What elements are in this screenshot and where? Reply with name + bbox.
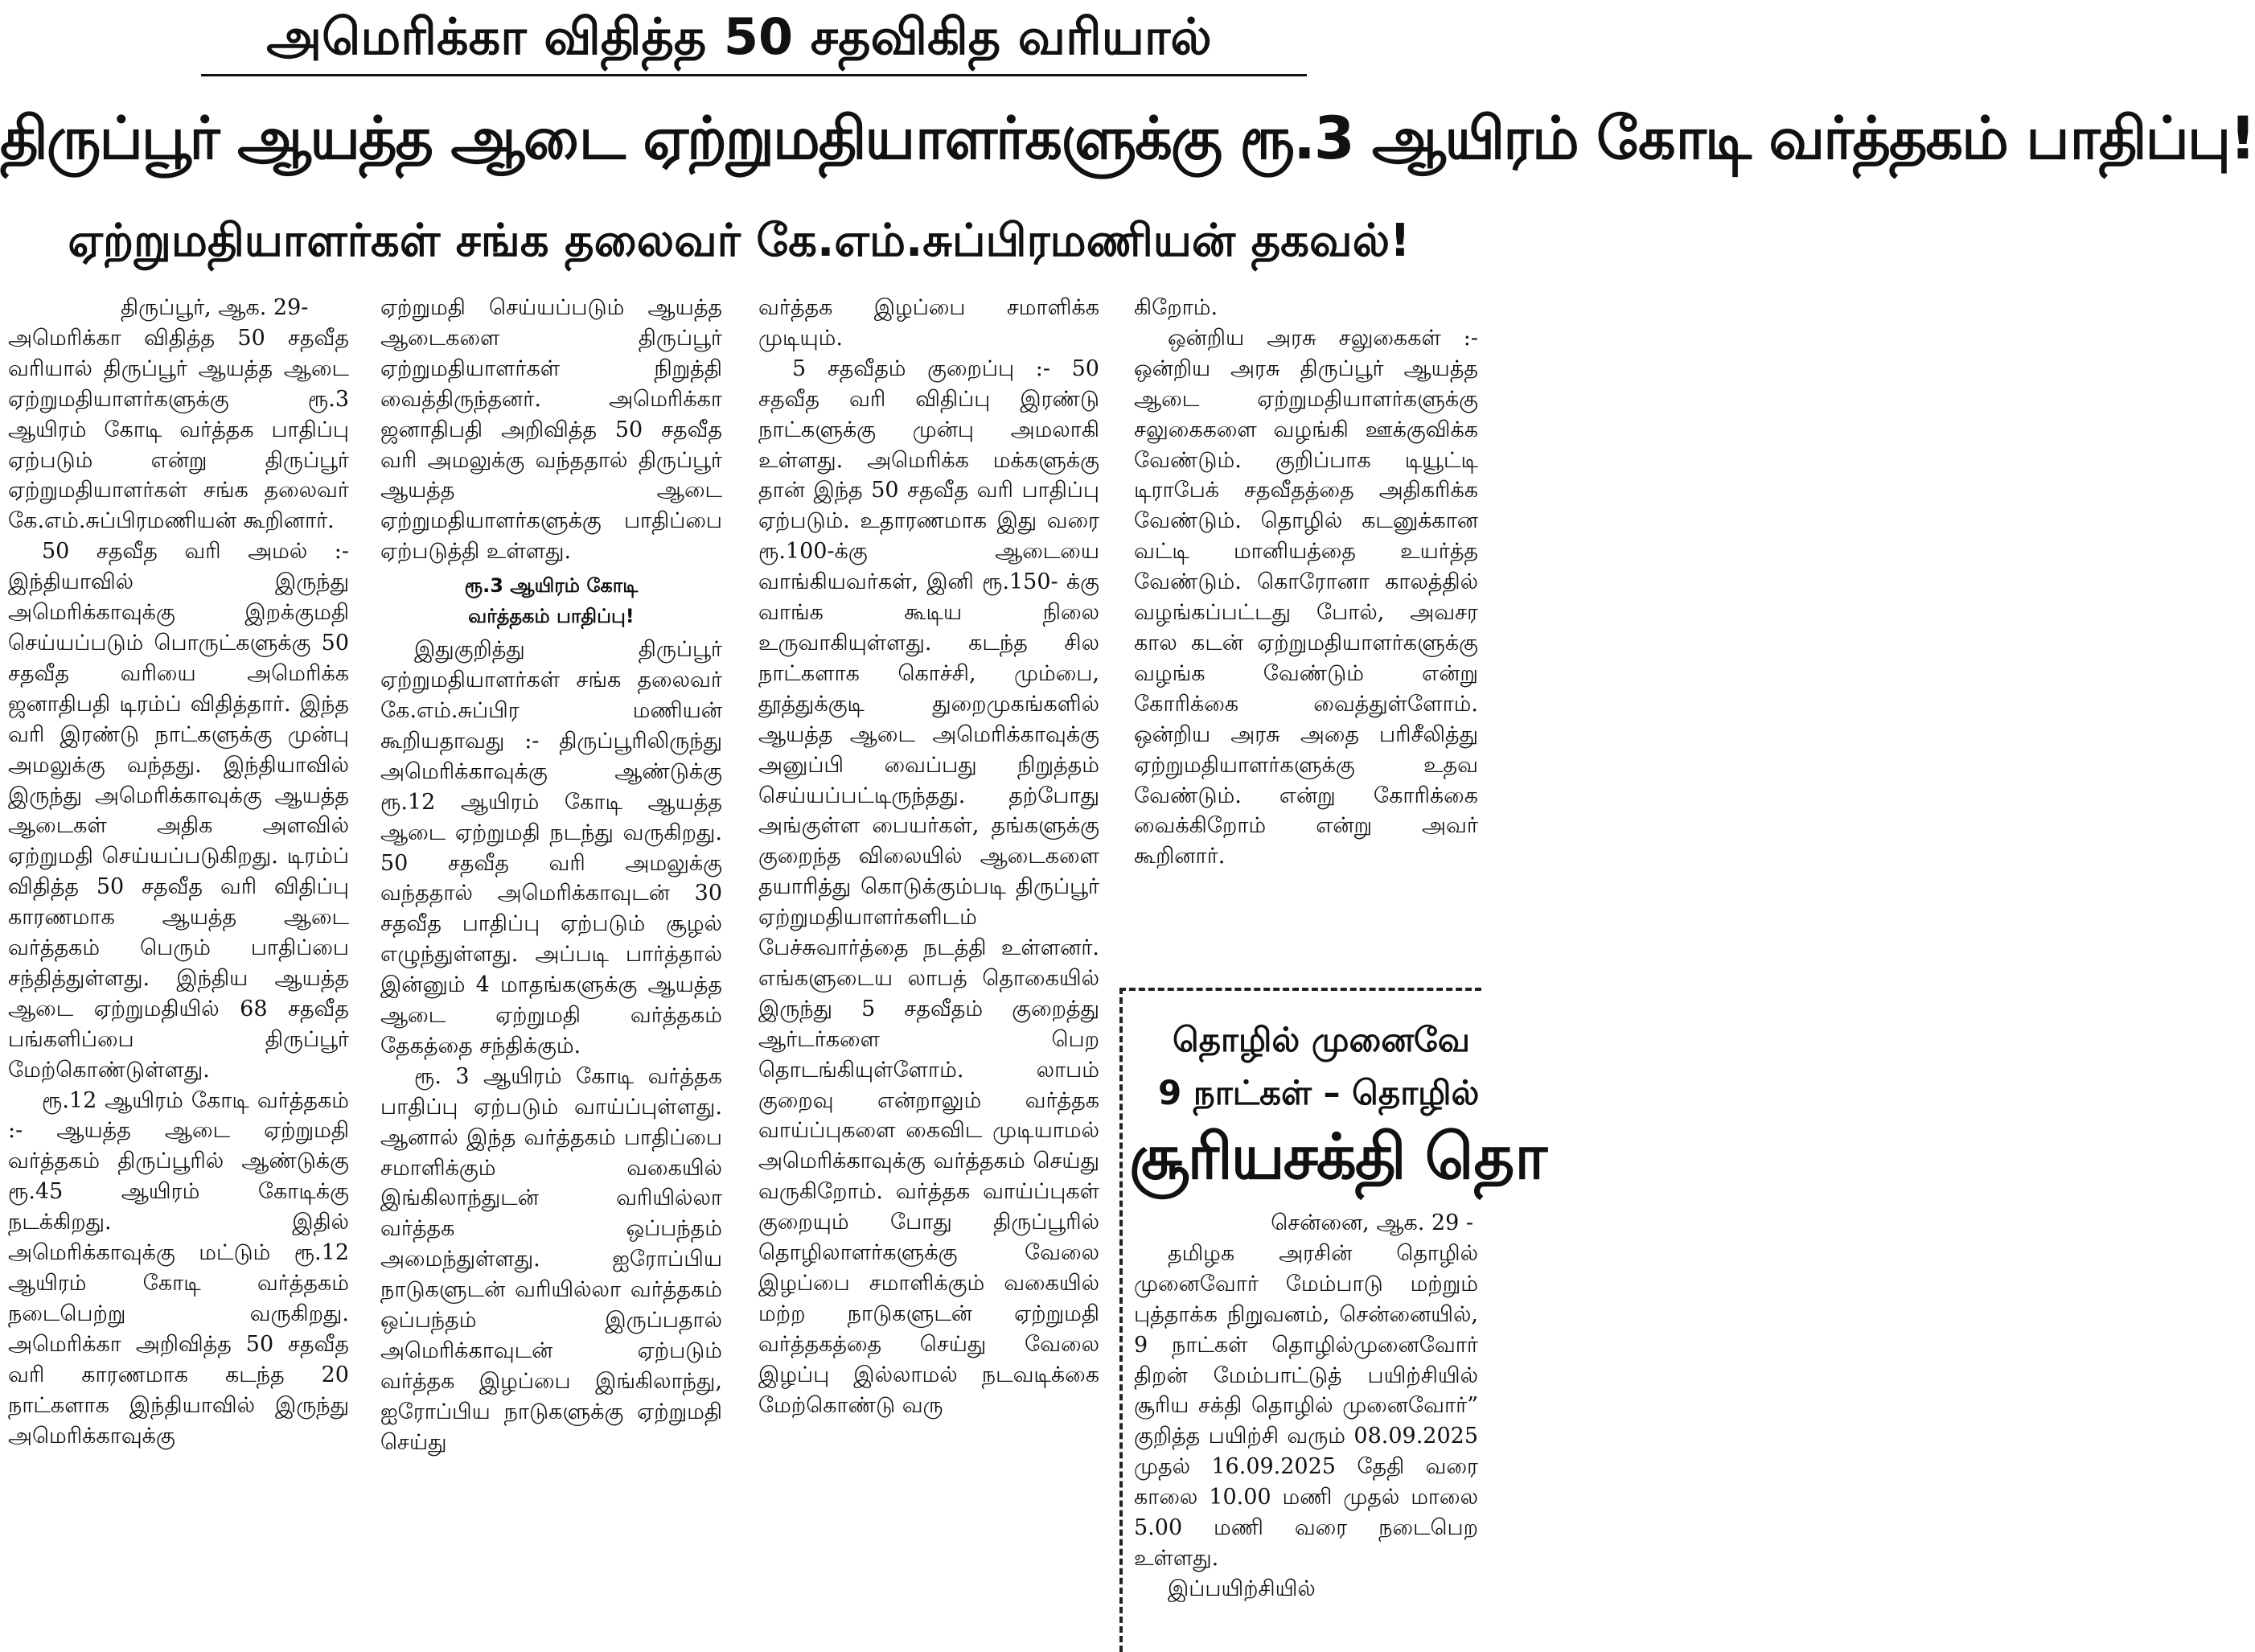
kicker-headline: அமெரிக்கா விதித்த 50 சதவிகித வரியால் bbox=[266, 7, 1212, 66]
article-paragraph: தமிழக அரசின் தொழில் முனைவோர் மேம்பாடு மற்றும் புத்தாக்க நிறுவனம், சென்னையில், 9 நாட்கள் தொழில்முனைவோர் திறன் மேம்பாட்டுத் பயிற்சியில் சூரிய சக்தி தொழில் முனைவோர்” குறித்த பயிற்சி வரும் 08.09.2025 முதல் 16.09.2025 தேதி வரை காலை 10.00 மணி முதல் மாலை 5.00 மணி வரை நடைபெற உள்ளது. bbox=[1134, 1240, 1478, 1571]
subheading-line: ரூ.3 ஆயிரம் கோடி bbox=[464, 574, 639, 598]
article-paragraph: கிறோம். bbox=[1134, 295, 1218, 320]
article-paragraph: ஏற்றுமதி செய்யப்படும் ஆயத்த ஆடைகளை திருப்பூர் ஏற்றுமதியாளர்கள் நிறுத்தி வைத்திருந்தனர். அமெரிக்கா ஜனாதிபதி அறிவித்த 50 சதவீத வரி அமலுக்கு வந்ததால் திருப்பூர் ஆயத்த ஆடை ஏற்றுமதியாளர்களுக்கு பாதிப்பை ஏற்படுத்தி உள்ளது. bbox=[380, 295, 722, 565]
second-article-kicker: தொழில் முனைவே bbox=[1173, 1020, 1470, 1059]
article-paragraph: ஒன்றிய அரசு சலுகைகள் :- ஒன்றிய அரசு திருப்பூர் ஆயத்த ஆடை ஏற்றுமதியாளர்களுக்கு சலுகைகளை வழங்கி ஊக்குவிக்க வேண்டும். குறிப்பாக டியூட்டி டிராபேக் சதவீதத்தை அதிகரிக்க வேண்டும். தொழில் கடனுக்கான வட்டி மானியத்தை உயர்த்த வேண்டும். கொரோனா காலத்தில் வழங்கப்பட்டது போல், அவசர கால கடன் ஏற்றுமதியாளர்களுக்கு வழங்க வேண்டும் என்று கோரிக்கை வைத்துள்ளோம். ஒன்றிய அரசு அதை பரிசீலித்து ஏற்றுமதியாளர்களுக்கு உதவ வேண்டும். என்று கோரிக்கை வைக்கிறோம் என்று அவர் கூறினார். bbox=[1134, 325, 1478, 869]
kicker-divider bbox=[201, 74, 1307, 76]
subheading-line: வர்த்தகம் பாதிப்பு! bbox=[468, 605, 635, 628]
dateline: திருப்பூர், ஆக. 29- bbox=[121, 295, 309, 320]
paragraph-text: அமெரிக்கா விதித்த 50 சதவீத வரியால் திருப்பூர் ஆயத்த ஆடை ஏற்றுமதியாளர்களுக்கு ரூ.3 ஆயிரம் கோடி வர்த்தக பாதிப்பு ஏற்படும் என்று திருப்பூர் ஏற்றுமதியாளர்கள் சங்க தலைவர் கே.எம்.சுப்பிரமணியன் கூறினார். bbox=[8, 325, 349, 534]
second-article-box bbox=[1119, 988, 1546, 1652]
article-paragraph bbox=[8, 293, 349, 536]
article-paragraph: 5 சதவீதம் குறைப்பு :- 50 சதவீத வரி விதிப்பு இரண்டு நாட்களுக்கு முன்பு அமலாகி உள்ளது. அமெரிக்க மக்களுக்கு தான் இந்த 50 சதவீத வரி பாதிப்பு ஏற்படும். உதாரணமாக இது வரை ரூ.100-க்கு ஆடையை வாங்கியவர்கள், இனி ரூ.150- க்கு வாங்க கூடிய நிலை உருவாகியுள்ளது. கடந்த சில நாட்களாக கொச்சி, மும்பை, தூத்துக்குடி துறைமுகங்களில் ஆயத்த ஆடை அமெரிக்காவுக்கு அனுப்பி வைப்பது நிறுத்தம் செய்யப்பட்டிருந்தது. தற்போது அங்குள்ள பையர்கள், தங்களுக்கு குறைந்த விலையில் ஆடைகளை தயாரித்து கொடுக்கும்படி திருப்பூர் ஏற்றுமதியாளர்களிடம் பேச்சுவார்த்தை நடத்தி உள்ளனர். எங்களுடைய லாபத் தொகையில் இருந்து 5 சதவீதம் குறைத்து ஆர்டர்களை பெற தொடங்கியுள்ளோம். லாபம் குறைவு என்றாலும் வர்த்தக வாய்ப்புகளை கைவிட முடியாமல் அமெரிக்காவுக்கு வர்த்தகம் செய்து வருகிறோம். வர்த்தக வாய்ப்புகள் குறையும் போது திருப்பூரில் தொழிலாளர்களுக்கு வேலை இழப்பை சமாளிக்கும் வகையில் மற்ற நாடுகளுடன் ஏற்றுமதி வர்த்தகத்தை செய்து வேலை இழப்பு இல்லாமல் நடவடிக்கை மேற்கொண்டு வரு bbox=[758, 355, 1099, 1418]
sub-headline: ஏற்றுமதியாளர்கள் சங்க தலைவர் கே.எம்.சுப்பிரமணியன் தகவல்! bbox=[68, 215, 1411, 267]
article-column-4 bbox=[1134, 293, 1478, 968]
article-paragraph: 50 சதவீத வரி அமல் :- இந்தியாவில் இருந்து அமெரிக்காவுக்கு இறக்குமதி செய்யப்படும் பொருட்களுக்கு 50 சதவீத வரியை அமெரிக்க ஜனாதிபதி டிரம்ப் விதித்தார். இந்த வரி இரண்டு நாட்களுக்கு முன்பு அமலுக்கு வந்தது. இந்தியாவில் இருந்து அமெரிக்காவுக்கு ஆயத்த ஆடைகள் அதிக அளவில் ஏற்றுமதி செய்யப்படுகிறது. டிரம்ப் விதித்த 50 சதவீத வரி விதிப்பு காரணமாக ஆயத்த ஆடை வர்த்தகம் பெரும் பாதிப்பை சந்தித்துள்ளது. இந்திய ஆயத்த ஆடை ஏற்றுமதியில் 68 சதவீத பங்களிப்பை திருப்பூர் மேற்கொண்டுள்ளது. bbox=[8, 539, 349, 1083]
article-paragraph: ரூ. 3 ஆயிரம் கோடி வர்த்தக பாதிப்பு ஏற்படும் வாய்ப்புள்ளது. ஆனால் இந்த வர்த்தகம் பாதிப்பை சமாளிக்கும் வகையில் இங்கிலாந்துடன் வரியில்லா வர்த்தக ஒப்பந்தம் அமைந்துள்ளது. ஐரோப்பிய நாடுகளுடன் வரியில்லா வர்த்தகம் ஒப்பந்தம் இருப்பதால் அமெரிக்காவுடன் ஏற்படும் வர்த்தக இழப்பை இங்கிலாந்து, ஐரோப்பிய நாடுகளுக்கு ஏற்றுமதி செய்து bbox=[380, 1063, 722, 1455]
article-paragraph: இப்பயிற்சியில் bbox=[1168, 1576, 1316, 1601]
section-subheading bbox=[380, 570, 722, 631]
article-paragraph: வர்த்தக இழப்பை சமாளிக்க முடியும். bbox=[758, 295, 1099, 351]
article-column-3 bbox=[758, 293, 1099, 1649]
main-headline: திருப்பூர் ஆயத்த ஆடை ஏற்றுமதியாளர்களுக்கு ரூ.3 ஆயிரம் கோடி வர்த்தகம் பாதிப்பு! bbox=[0, 105, 2255, 173]
article-paragraph: ரூ.12 ஆயிரம் கோடி வர்த்தகம் :- ஆயத்த ஆடை ஏற்றுமதி வர்த்தகம் திருப்பூரில் ஆண்டுக்கு ரூ.45 ஆயிரம் கோடிக்கு நடக்கிறது. இதில் அமெரிக்காவுக்கு மட்டும் ரூ.12 ஆயிரம் கோடி வர்த்தகம் நடைபெற்று வருகிறது. அமெரிக்கா அறிவித்த 50 சதவீத வரி காரணமாக கடந்த 20 நாட்களாக இந்தியாவில் இருந்து அமெரிக்காவுக்கு bbox=[8, 1087, 349, 1449]
dateline: சென்னை, ஆக. 29 - bbox=[1271, 1210, 1473, 1235]
second-article-subkicker: 9 நாட்கள் – தொழில் bbox=[1158, 1073, 1480, 1112]
article-column-2 bbox=[380, 293, 722, 1649]
second-article-body bbox=[1134, 1208, 1478, 1605]
article-paragraph: இதுகுறித்து திருப்பூர் ஏற்றுமதியாளர்கள் சங்க தலைவர் கே.எம்.சுப்பிர மணியன் கூறியதாவது :- திருப்பூரிலிருந்து அமெரிக்காவுக்கு ஆண்டுக்கு ரூ.12 ஆயிரம் கோடி ஆயத்த ஆடை ஏற்றுமதி நடந்து வருகிறது. 50 சதவீத வரி அமலுக்கு வந்ததால் அமெரிக்காவுடன் 30 சதவீத பாதிப்பு ஏற்படும் சூழல் எழுந்துள்ளது. அப்படி பார்த்தால் இன்னும் 4 மாதங்களுக்கு ஆயத்த ஆடை ஏற்றுமதி வர்த்தகம் தேகத்தை சந்திக்கும். bbox=[380, 637, 722, 1058]
article-column-1 bbox=[8, 293, 349, 1649]
second-article-headline: சூரியசக்தி தொ bbox=[1129, 1121, 1546, 1194]
